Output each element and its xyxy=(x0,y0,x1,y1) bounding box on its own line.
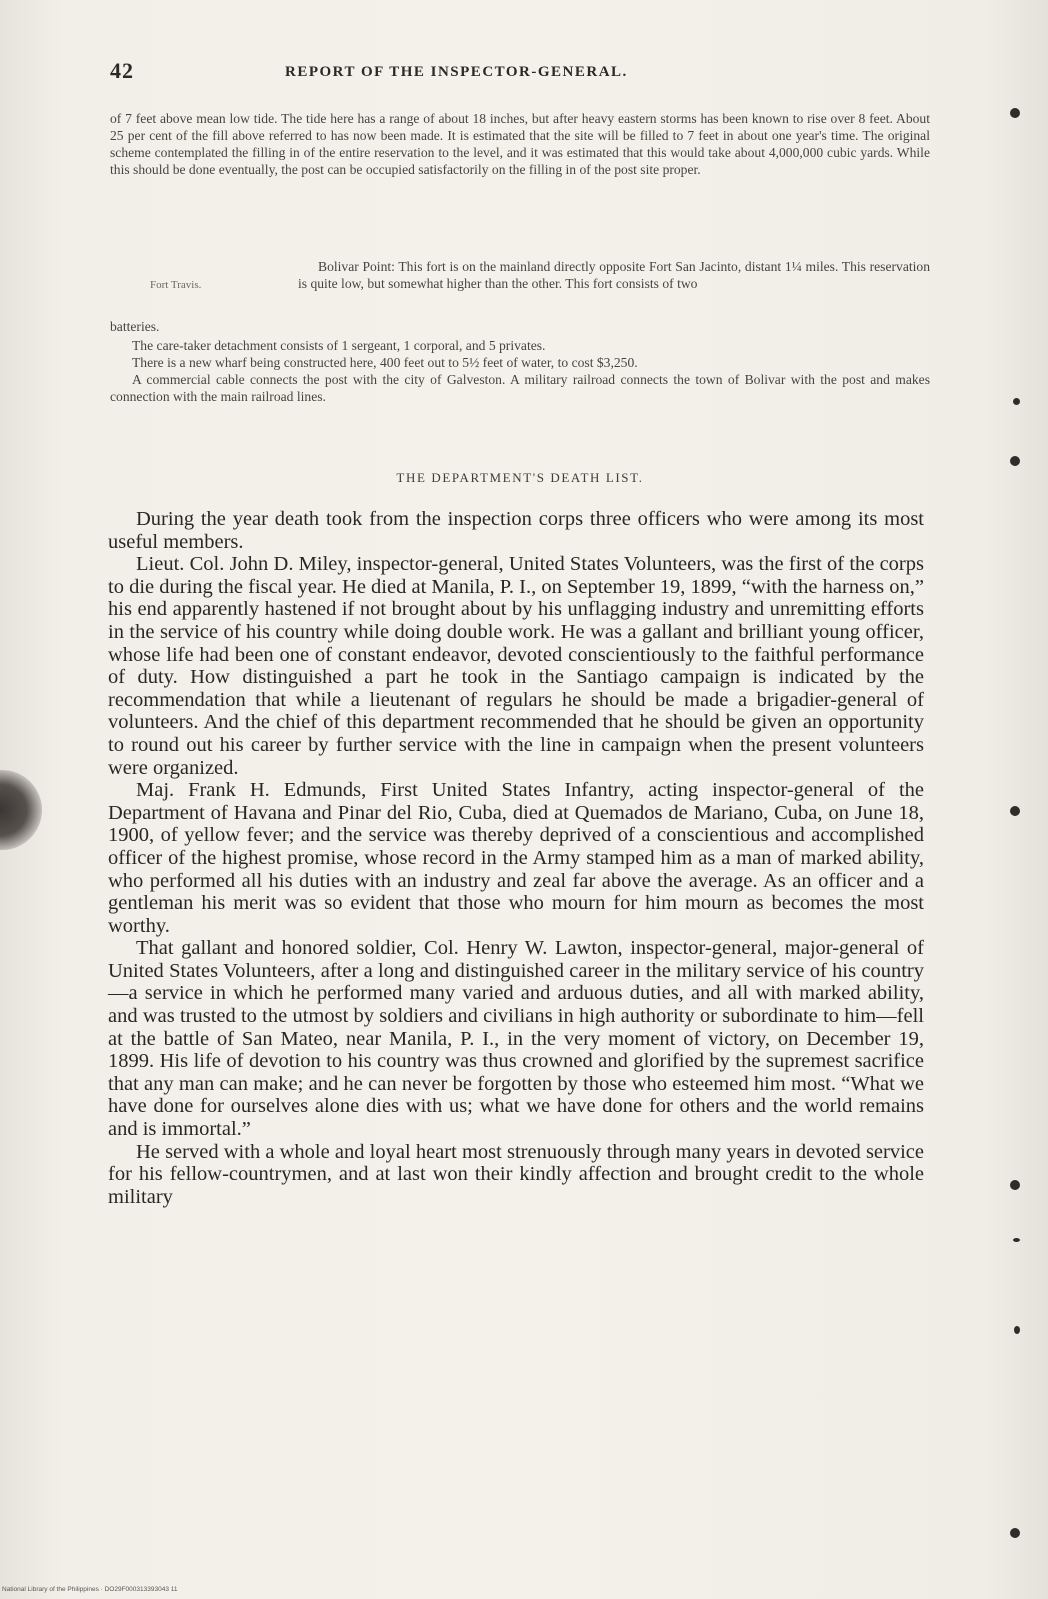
caretaker-paragraph: The care-taker detachment consists of 1 sergeant, 1 corporal, and 5 privates. xyxy=(132,338,546,353)
punch-hole-mark xyxy=(1010,1180,1020,1190)
fort-travis-block xyxy=(110,258,930,330)
fort-travis-text xyxy=(298,258,930,292)
fort-travis-continuation: batteries. xyxy=(110,319,160,334)
top-paragraph-block xyxy=(110,110,930,178)
page-header xyxy=(110,58,930,90)
punch-hole-mark xyxy=(1010,108,1020,118)
small-paragraphs-block xyxy=(110,337,930,405)
scan-footer-stamp: National Library of the Philippines · DO29F000313393043 11 xyxy=(2,1586,178,1593)
cable-paragraph: A commercial cable connects the post with the city of Galveston. A military railroad connects the town of Bolivar with the post and makes connection with the main railroad lines. xyxy=(110,372,930,404)
wharf-paragraph: There is a new wharf being constructed here, 400 feet out to 5½ feet of water, to cost $3,250. xyxy=(132,355,638,370)
lawton-paragraph: That gallant and honored soldier, Col. Henry W. Lawton, inspector-general, major-general of United States Volunteers, after a long and distinguished career in the military service of his country—a service in which he performed many varied and arduous duties, and all with marked ability, and was trusted to the utmost by soldiers and civilians in high authority or subordinate to him—fell at the battle of San Mateo, near Manila, P. I., in the very moment of victory, on December 19, 1899. His life of devotion to his country was thus crowned and glorified by the supremest sacrifice that any man can make; and he can never be forgotten by those who esteemed him most. “What we have done for ourselves alone dies with us; what we have done for others and the world remains and is immortal.” xyxy=(108,937,924,1141)
section-heading: THE DEPARTMENT'S DEATH LIST. xyxy=(396,470,644,485)
sidenote-fort-travis: Fort Travis. xyxy=(150,279,202,291)
fort-travis-paragraph: Bolivar Point: This fort is on the mainland directly opposite Fort San Jacinto, distant 1¼ miles. This reservation is quite low, but somewhat higher than the other. This fort consists of two xyxy=(298,259,930,291)
punch-hole-mark xyxy=(1010,456,1020,466)
miley-paragraph: Lieut. Col. John D. Miley, inspector-general, United States Volunteers, was the first of the corps to die during the fiscal year. He died at Manila, P. I., on September 19, 1899, “with the harness on,” his end apparently hastened if not brought about by his unflagging industry and unremitting efforts in the service of his country while doing double work. He was a gallant and brilliant young officer, whose life had been one of constant endeavor, devoted conscientiously to the faithful performance of duty. How distinguished a part he took in the Santiago campaign is indicated by the recommendation that while a lieutenant of regulars he should be made a brigadier-general of volunteers. And the chief of this department recommended that he should be given an opportunity to round out his career by further service with the line in campaign when the present volunteers were organized. xyxy=(108,553,924,779)
punch-hole-mark xyxy=(1013,398,1020,405)
death-list-body xyxy=(108,508,924,1208)
page-number: 42 xyxy=(110,58,134,83)
punch-hole-mark xyxy=(1010,806,1020,816)
top-paragraph: of 7 feet above mean low tide. The tide here has a range of about 18 inches, but after heavy eastern storms has been known to rise over 8 feet. About 25 per cent of the fill above referred to has now been made. It is estimated that the site will be filled to 7 feet in about one year's time. The original scheme contemplated the filling in of the entire reservation to the level, and it was estimated that this would take about 4,000,000 cubic yards. While this should be done eventually, the post can be occupied satisfactorily on the filling in of the post site proper. xyxy=(110,111,930,177)
closing-paragraph: He served with a whole and loyal heart most strenuously through many years in devoted service for his fellow-countrymen, and at last won their kindly affection and brought credit to the whole military xyxy=(108,1140,924,1208)
intro-paragraph: During the year death took from the inspection corps three officers who were among its most useful members. xyxy=(108,508,924,553)
punch-hole-mark xyxy=(1013,1238,1020,1242)
edmunds-paragraph: Maj. Frank H. Edmunds, First United States Infantry, acting inspector-general of the Department of Havana and Pinar del Rio, Cuba, died at Quemados de Mariano, Cuba, on June 18, 1900, of yellow fever; and the service was thereby deprived of a conscientious and accomplished officer of the highest promise, whose record in the Army stamped him as a man of marked ability, who performed all his duties with an industry and zeal far above the average. As an officer and a gentleman his merit was so evident that those who mourn for him mourn as becomes the most worthy. xyxy=(108,779,924,937)
punch-hole-mark xyxy=(1010,1528,1020,1538)
binding-shadow xyxy=(0,770,42,850)
punch-hole-mark xyxy=(1014,1326,1020,1334)
running-head: REPORT OF THE INSPECTOR-GENERAL. xyxy=(285,64,628,80)
